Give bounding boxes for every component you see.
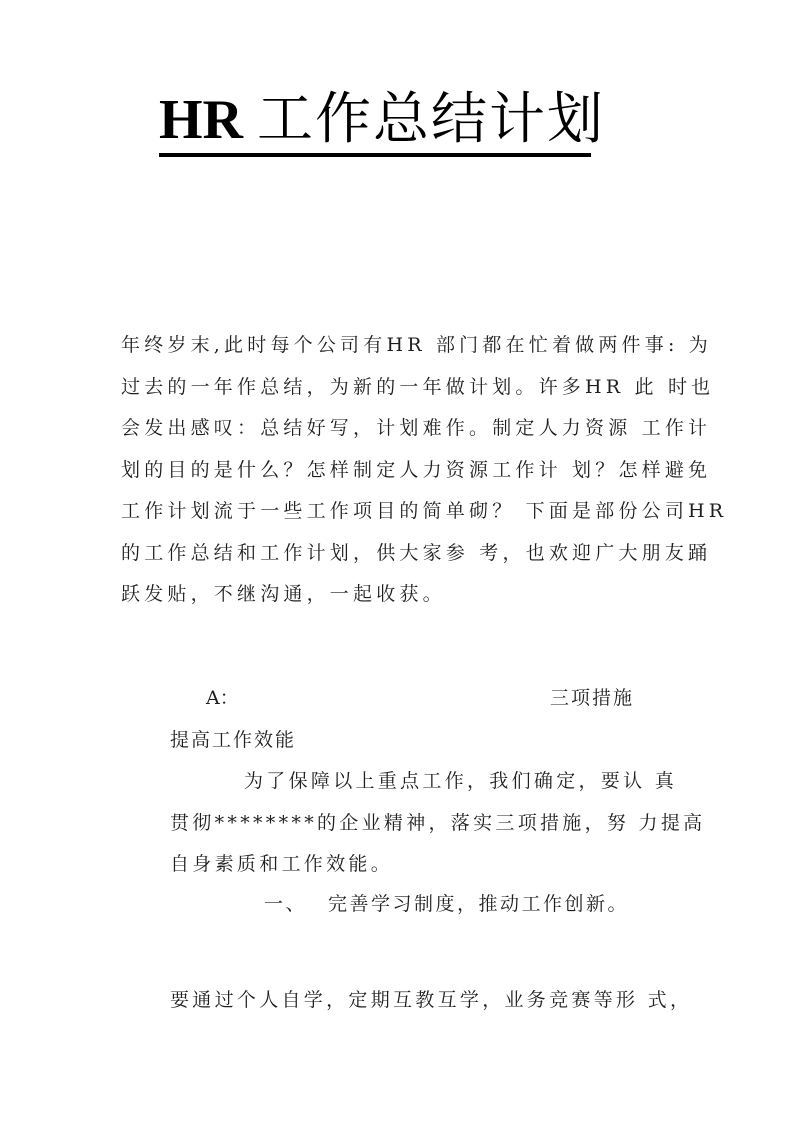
intro-line: 的工作总结和工作计划，供大家参 考，也欢迎广大朋友踊: [121, 541, 712, 564]
section-a-paragraph: [170, 761, 705, 886]
intro-line: 跃发贴，不继沟通，一起收获。: [121, 583, 446, 605]
item-1-heading: [264, 886, 629, 922]
section-a-title: 三项措施: [550, 687, 635, 709]
title-underline: [159, 153, 591, 157]
intro-line: 过去的一年作总结，为新的一年做计划。许多HR 此 时也: [121, 375, 715, 398]
item-1-number: 一、: [264, 893, 308, 915]
intro-paragraph: [121, 325, 727, 616]
intro-line: 工作计划流于一些工作项目的简单砌？ 下面是部份公司HR: [121, 500, 728, 522]
intro-line: 划的目的是什么？怎样制定人力资源工作计 划？怎样避免: [121, 458, 712, 481]
item-1-text: 完善学习制度，推动工作创新。: [328, 893, 630, 915]
intro-line: 年终岁末,此时每个公司有HR 部门都在忙着做两件事: 为: [121, 334, 712, 356]
section-a-line: 自身素质和工作效能。: [170, 853, 394, 875]
item-1-paragraph: [170, 980, 692, 1022]
section-a-line: 贯彻********的企业精神，落实三项措施，努 力提高: [170, 811, 706, 834]
intro-line: 会发出感叹：总结好写，计划难作。制定人力资源 工作计: [121, 417, 712, 439]
item-1-line: 要通过个人自学，定期互教互学，业务竞赛等形 式，: [170, 989, 693, 1011]
title-chinese: 工作总结计划: [257, 89, 605, 151]
document-title: [159, 88, 605, 158]
section-a-label: A：: [206, 687, 239, 709]
title-latin: HR: [159, 89, 243, 151]
section-a-line: 为了保障以上重点工作，我们确定，要认 真: [244, 770, 678, 792]
section-a-subtitle: 提高工作效能: [170, 729, 297, 751]
